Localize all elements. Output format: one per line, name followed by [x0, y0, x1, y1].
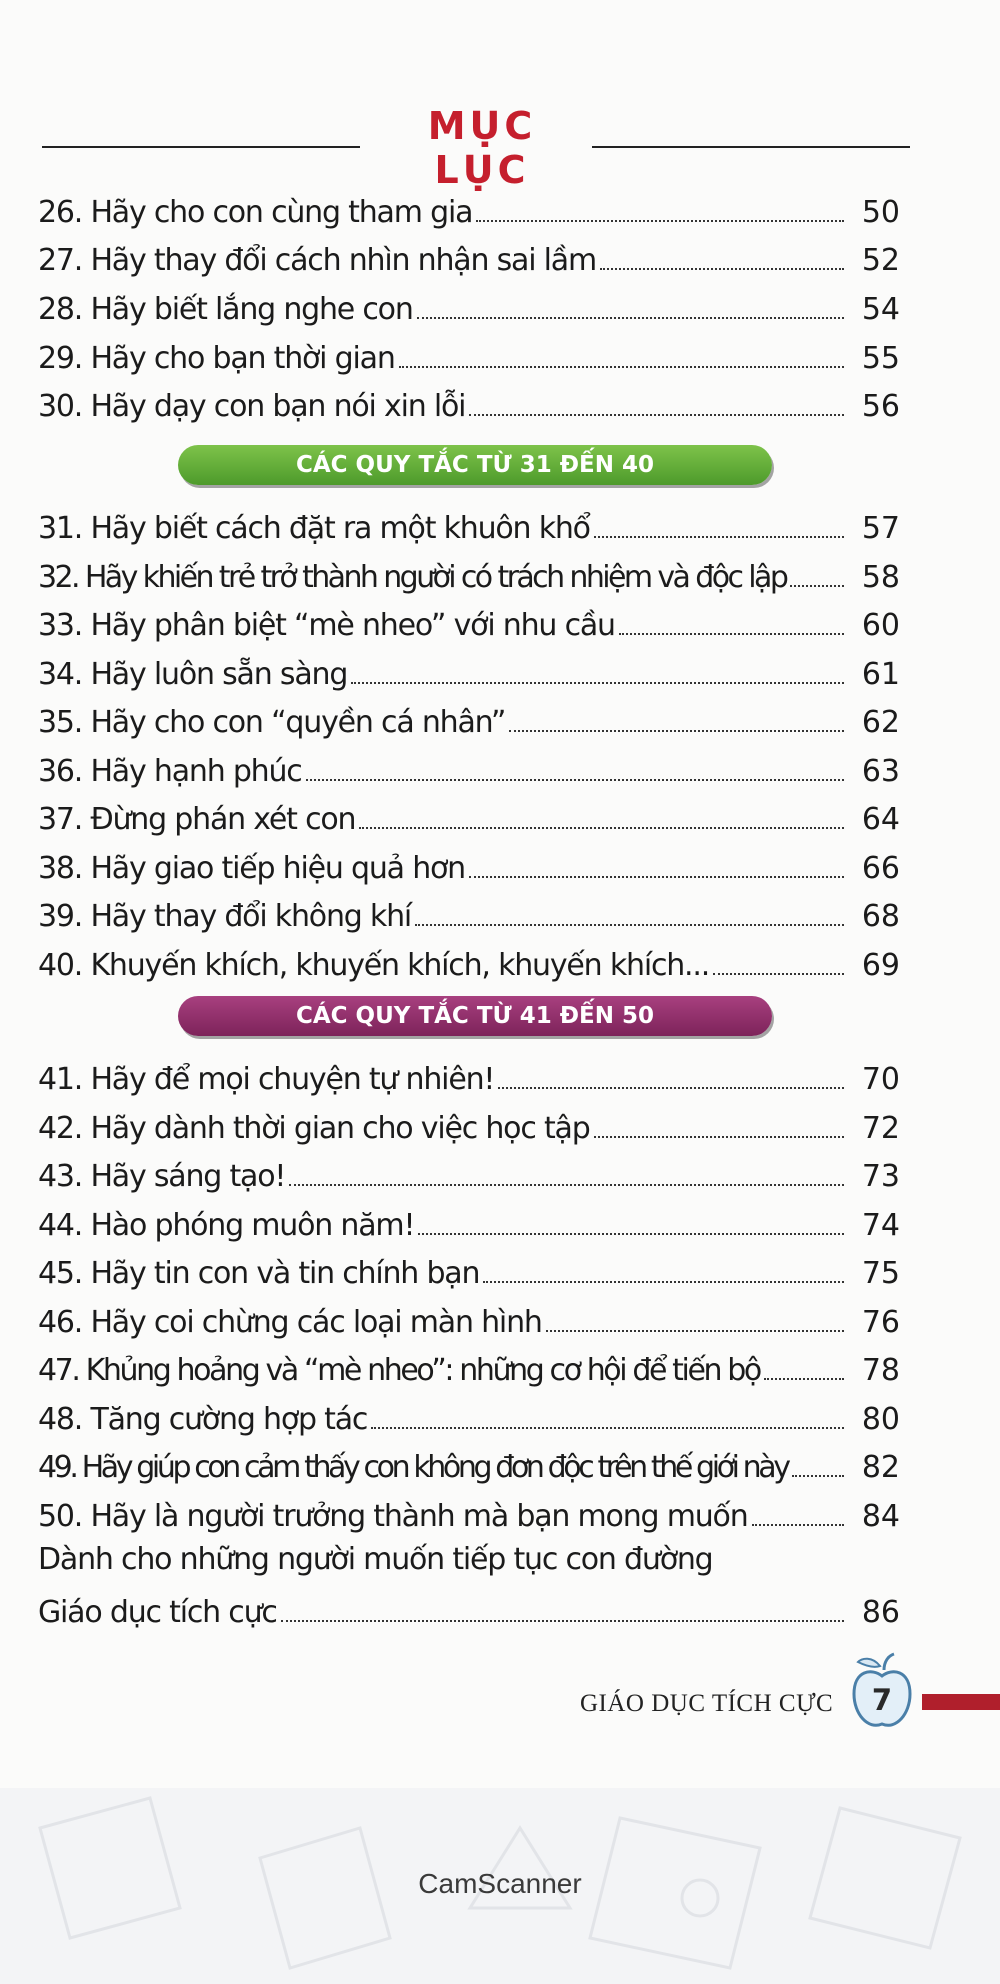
toc-entry-page: 84 — [861, 1499, 900, 1534]
toc-entry — [38, 232, 900, 278]
dot-leader — [469, 412, 844, 416]
dot-leader — [792, 1473, 844, 1477]
dot-leader — [509, 728, 844, 732]
toc-header — [42, 104, 910, 192]
dot-leader — [306, 777, 844, 781]
toc-entry — [38, 791, 900, 837]
toc-entry-page: 62 — [861, 705, 900, 740]
closing-entry-line1: Dành cho những người muốn tiếp tục con đường — [38, 1542, 713, 1577]
toc-entry-title: 37. Đừng phán xét con — [38, 802, 356, 837]
dot-leader — [469, 874, 844, 878]
header-rule-left — [42, 146, 360, 148]
toc-entry — [38, 378, 900, 424]
toc-entry — [38, 743, 900, 789]
section-banner-31-40: CÁC QUY TẮC TỪ 31 ĐẾN 40 — [178, 445, 772, 485]
dot-leader — [359, 825, 844, 829]
toc-entry-page: 82 — [861, 1450, 900, 1485]
toc-entry — [38, 549, 900, 595]
toc-entry-title: Giáo dục tích cực — [38, 1595, 277, 1630]
toc-entry-title: 49. Hãy giúp con cảm thấy con không đơn độc trên thế giới này — [38, 1450, 788, 1485]
toc-entry-title: 40. Khuyến khích, khuyến khích, khuyến khích... — [38, 948, 710, 983]
dot-leader — [594, 534, 844, 538]
dot-leader — [399, 364, 844, 368]
toc-entry-page: 63 — [861, 754, 900, 789]
toc-entry-page: 74 — [861, 1208, 900, 1243]
footer-accent-bar — [922, 1694, 1000, 1710]
dot-leader — [351, 680, 844, 684]
toc-entry-page: 73 — [861, 1159, 900, 1194]
toc-entry-page: 76 — [861, 1305, 900, 1340]
toc-entry-title: 47. Khủng hoảng và “mè nheo”: những cơ hội để tiến bộ — [38, 1353, 760, 1388]
toc-entry — [38, 1584, 900, 1630]
toc-entry-title: 28. Hãy biết lắng nghe con — [38, 292, 413, 327]
dot-leader — [483, 1279, 844, 1283]
toc-entry-title: 31. Hãy biết cách đặt ra một khuôn khổ — [38, 511, 590, 546]
toc-entry-page: 52 — [861, 243, 900, 278]
dot-leader — [417, 315, 844, 319]
toc-entry-page: 50 — [861, 195, 900, 230]
dot-leader — [281, 1618, 844, 1622]
header-rule-right — [592, 146, 910, 148]
toc-entry-title: 26. Hãy cho con cùng tham gia — [38, 195, 473, 230]
dot-leader — [418, 1231, 844, 1235]
toc-entry-title: 50. Hãy là người trưởng thành mà bạn mong muốn — [38, 1499, 748, 1534]
toc-entry — [38, 281, 900, 327]
toc-entry-title: 27. Hãy thay đổi cách nhìn nhận sai lầm — [38, 243, 597, 278]
toc-entry-page: 56 — [861, 389, 900, 424]
dot-leader — [415, 922, 844, 926]
toc-entry-page: 55 — [861, 341, 900, 376]
toc-entry — [38, 1391, 900, 1437]
toc-entry-page: 57 — [861, 511, 900, 546]
toc-entry-title: 39. Hãy thay đổi không khí — [38, 899, 412, 934]
toc-entry-title: 35. Hãy cho con “quyền cá nhân” — [38, 705, 506, 740]
toc-entry — [38, 694, 900, 740]
toc-entry-page: 70 — [861, 1062, 900, 1097]
footer-book-title: GIÁO DỤC TÍCH CỰC — [580, 1690, 834, 1717]
dot-leader — [764, 1376, 844, 1380]
dot-leader — [476, 218, 844, 222]
toc-entry — [38, 888, 900, 934]
dot-leader — [752, 1522, 844, 1526]
page-number: 7 — [871, 1683, 893, 1717]
toc-entry-page: 80 — [861, 1402, 900, 1437]
toc-entry — [38, 1439, 900, 1485]
toc-entry-title: 36. Hãy hạnh phúc — [38, 754, 302, 789]
dot-leader — [371, 1425, 844, 1429]
toc-entry — [38, 1051, 900, 1097]
toc-entry-title: 32. Hãy khiến trẻ trở thành người có trách nhiệm và độc lập — [38, 560, 787, 595]
dot-leader — [289, 1182, 844, 1186]
dot-leader — [790, 583, 844, 587]
toc-entry-page: 86 — [861, 1595, 900, 1630]
toc-entry — [38, 1245, 900, 1291]
toc-entry-page: 78 — [861, 1353, 900, 1388]
toc-entry-title: 46. Hãy coi chừng các loại màn hình — [38, 1305, 542, 1340]
toc-entry-title: 48. Tăng cường hợp tác — [38, 1402, 368, 1437]
toc-entry — [38, 500, 900, 546]
toc-entry — [38, 840, 900, 886]
page-title: MỤC LỤC — [427, 104, 537, 192]
toc-entry — [38, 184, 900, 230]
toc-entry-title: 45. Hãy tin con và tin chính bạn — [38, 1256, 480, 1291]
toc-entry — [38, 1294, 900, 1340]
toc-entry — [38, 1100, 900, 1146]
dot-leader — [498, 1085, 844, 1089]
toc-entry — [38, 1342, 900, 1388]
dot-leader — [546, 1328, 844, 1332]
toc-entry-page: 68 — [861, 899, 900, 934]
toc-entry — [38, 597, 900, 643]
toc-entry-page: 61 — [861, 657, 900, 692]
toc-entry-title: 38. Hãy giao tiếp hiệu quả hơn — [38, 851, 465, 886]
dot-leader — [619, 631, 844, 635]
toc-entry-title: 34. Hãy luôn sẵn sàng — [38, 657, 348, 692]
dot-leader — [600, 266, 844, 270]
toc-entry-page: 75 — [861, 1256, 900, 1291]
section-banner-41-50: CÁC QUY TẮC TỪ 41 ĐẾN 50 — [178, 996, 772, 1036]
toc-entry-page: 66 — [861, 851, 900, 886]
toc-entry — [38, 1488, 900, 1534]
toc-entry-page: 64 — [861, 802, 900, 837]
toc-entry-title: 42. Hãy dành thời gian cho việc học tập — [38, 1111, 590, 1146]
toc-entry-page: 54 — [861, 292, 900, 327]
scanner-watermark: CamScanner — [418, 1868, 582, 1899]
toc-entry-page: 58 — [861, 560, 900, 595]
toc-entry-title: 29. Hãy cho bạn thời gian — [38, 341, 395, 376]
dot-leader — [713, 971, 844, 975]
toc-entry-title: 33. Hãy phân biệt “mè nheo” với nhu cầu — [38, 608, 615, 643]
toc-entry-title: 30. Hãy dạy con bạn nói xin lỗi — [38, 389, 466, 424]
toc-entry-title: 44. Hào phóng muôn năm! — [38, 1208, 415, 1243]
toc-entry — [38, 646, 900, 692]
toc-entry-page: 72 — [861, 1111, 900, 1146]
toc-entry-title: 41. Hãy để mọi chuyện tự nhiên! — [38, 1062, 495, 1097]
toc-entry-title: 43. Hãy sáng tạo! — [38, 1159, 286, 1194]
toc-entry — [38, 1148, 900, 1194]
toc-entry — [38, 937, 900, 983]
toc-entry — [38, 330, 900, 376]
toc-entry — [38, 1197, 900, 1243]
dot-leader — [594, 1134, 844, 1138]
toc-entry-page: 60 — [861, 608, 900, 643]
toc-entry-page: 69 — [861, 948, 900, 983]
